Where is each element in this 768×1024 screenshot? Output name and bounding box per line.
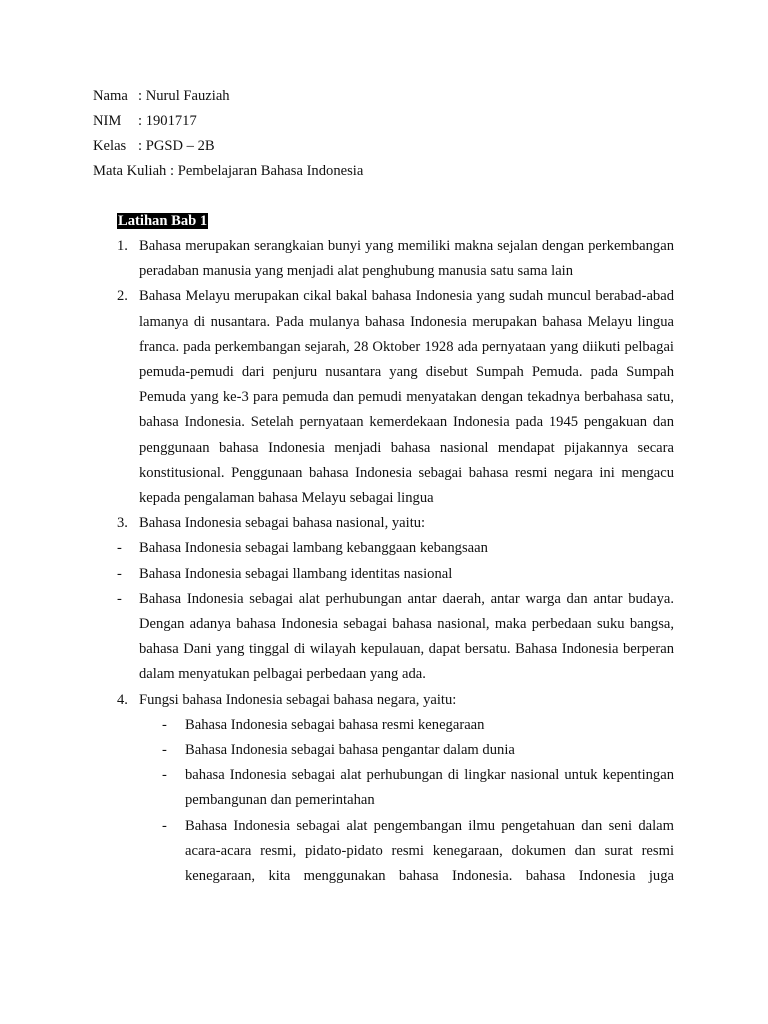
nama-label: Nama	[93, 88, 128, 104]
list-item-text: Bahasa Indonesia sebagai llambang identitas nasional	[139, 565, 453, 582]
list-marker: -	[162, 716, 167, 733]
header-kelas	[93, 134, 215, 159]
list-marker: 4.	[117, 691, 128, 708]
list-item-text: Bahasa merupakan serangkaian bunyi yang memiliki makna sejalan dengan perkembangan peradaban manusia yang menjadi alat penghubung manusia satu sama lain	[139, 238, 674, 280]
sub-list-item	[0, 763, 768, 813]
header-nim	[93, 109, 197, 134]
kelas-label: Kelas	[93, 138, 127, 154]
list-item-text: Bahasa Indonesia sebagai alat perhubungan antar daerah, antar warga dan antar budaya. Dengan adanya bahasa Indonesia sebagai bahasa nasional, maka perbedaan suku bangsa, bahasa Dani yang tinggal di wilayah kepulauan, dapat bersatu. Bahasa Indonesia berperan dalam menyatukan pelbagai perbedaan yang ada.	[139, 590, 674, 683]
sub-list-item	[0, 738, 768, 763]
nama-value: : Nurul Fauziah	[138, 88, 230, 104]
mata-kuliah-label: Mata Kuliah	[93, 163, 167, 179]
list-marker: -	[117, 565, 122, 582]
list-item	[0, 688, 768, 713]
nim-value: : 1901717	[138, 113, 197, 129]
list-item	[0, 511, 768, 536]
list-item-text: Fungsi bahasa Indonesia sebagai bahasa negara, yaitu:	[139, 691, 457, 708]
list-item-text: Bahasa Indonesia sebagai lambang kebanggaan kebangsaan	[139, 540, 488, 557]
list-marker: -	[162, 742, 167, 759]
header-mata-kuliah	[93, 159, 363, 184]
sub-list-item	[0, 814, 768, 890]
list-item	[0, 536, 768, 561]
list-marker: -	[162, 817, 167, 834]
list-marker: 3.	[117, 515, 128, 532]
mata-kuliah-value: : Pembelajaran Bahasa Indonesia	[170, 163, 364, 179]
list-item	[0, 562, 768, 587]
section-heading	[117, 209, 208, 234]
list-item	[0, 587, 768, 688]
nim-label: NIM	[93, 113, 122, 129]
list-item	[0, 284, 768, 511]
list-marker: -	[162, 767, 167, 784]
section-heading-text: Latihan Bab 1	[118, 213, 208, 229]
list-item-text: Bahasa Indonesia sebagai alat pengembangan ilmu pengetahuan dan seni dalam acara-acara resmi, pidato-pidato resmi kenegaraan, dokumen dan surat resmi kenegaraan, kita menggunakan bahasa Indonesia. bahasa Indonesia juga	[185, 817, 674, 885]
answer-list	[0, 234, 768, 889]
list-item-text: Bahasa Melayu merupakan cikal bakal bahasa Indonesia yang sudah muncul berabad-abad lamanya di nusantara. Pada mulanya bahasa Indonesia merupakan bahasa Melayu lingua franca. pada perkembangan sejarah, 28 Oktober 1928 ada pernyataan yang diikuti pelbagai pemuda-pemudi dari penjuru nusantara yang disebut Sumpah Pemuda. pada Sumpah Pemuda yang ke-3 para pemuda dan pemudi menyatakan dengan tekadnya berbahasa satu, bahasa Indonesia. Setelah pernyataan kemerdekaan Indonesia pada 1945 pengakuan dan penggunaan bahasa Indonesia menjadi bahasa nasional mendapat pijakannya secara konstitusional. Penggunaan bahasa Indonesia sebagai bahasa resmi negara ini mengacu kepada pengalaman bahasa Melayu sebagai lingua	[139, 288, 674, 507]
list-item-text: bahasa Indonesia sebagai alat perhubungan di lingkar nasional untuk kepentingan pembangunan dan pemerintahan	[185, 767, 674, 809]
header-nama	[93, 84, 230, 109]
list-marker: 2.	[117, 288, 128, 305]
list-item	[0, 234, 768, 284]
list-item-text: Bahasa Indonesia sebagai bahasa resmi kenegaraan	[185, 716, 485, 733]
kelas-value: : PGSD – 2B	[138, 138, 215, 154]
list-marker: -	[117, 540, 122, 557]
list-item-text: Bahasa Indonesia sebagai bahasa pengantar dalam dunia	[185, 742, 515, 759]
list-marker: -	[117, 590, 122, 607]
list-marker: 1.	[117, 238, 128, 254]
sub-list-item	[0, 713, 768, 738]
list-item-text: Bahasa Indonesia sebagai bahasa nasional, yaitu:	[139, 515, 426, 532]
